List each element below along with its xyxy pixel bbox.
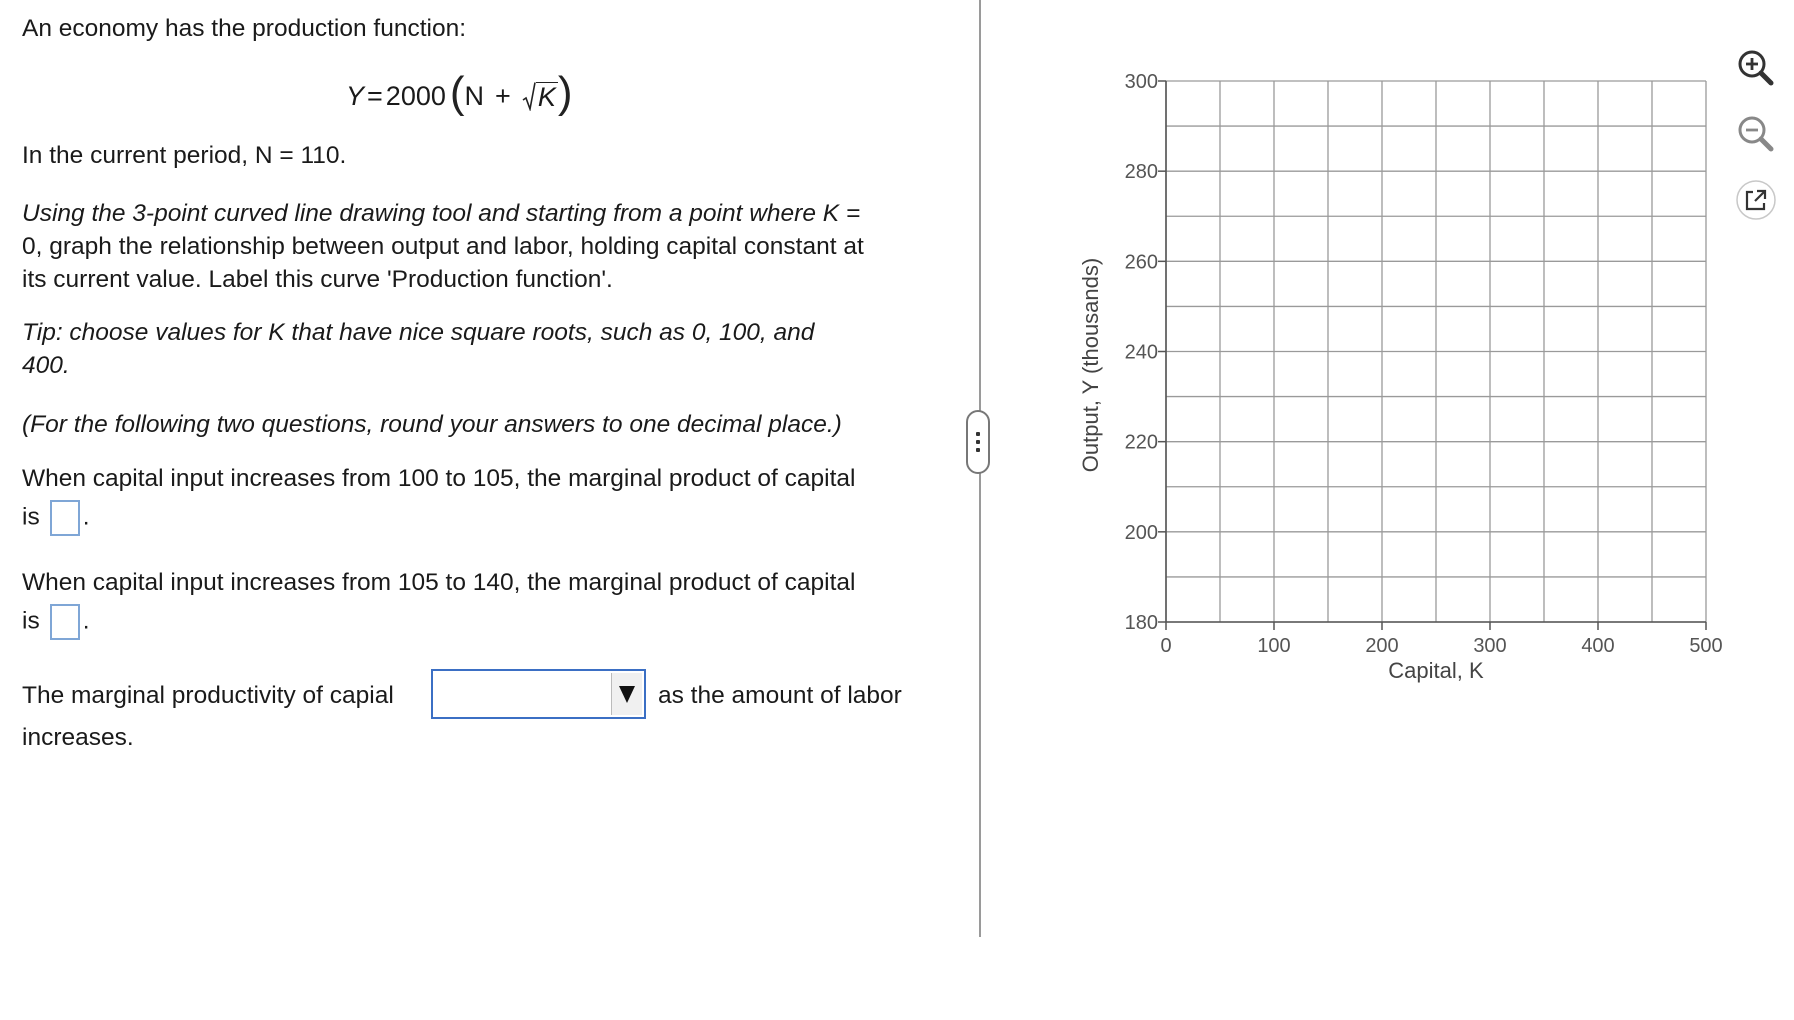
zoom-out-icon xyxy=(1734,112,1778,156)
tip-line-1: Tip: choose values for K that have nice square roots, such as 0, 100, and xyxy=(22,319,815,346)
formula-close-paren: ) xyxy=(557,68,573,117)
zoom-in-button[interactable] xyxy=(1734,46,1778,90)
y-tick-label: 260 xyxy=(1124,251,1158,274)
zoom-in-icon xyxy=(1734,46,1778,90)
q2-answer-line xyxy=(22,604,90,640)
q1-prefix: is xyxy=(22,503,40,531)
q2-prefix: is xyxy=(22,607,40,635)
formula-coefficient: 2000 xyxy=(385,80,446,111)
q1-answer-input[interactable] xyxy=(50,500,80,536)
rounding-note: (For the following two questions, round your answers to one decimal place.) xyxy=(22,411,842,438)
x-tick-label: 300 xyxy=(1473,635,1507,657)
q1-answer-line xyxy=(22,500,90,536)
graph-grid xyxy=(1166,81,1706,622)
formula-capital-var: K xyxy=(537,82,556,112)
popout-button[interactable] xyxy=(1734,178,1778,222)
x-tick-label: 100 xyxy=(1257,635,1291,657)
grip-dot xyxy=(976,448,980,452)
q3-text-line2: increases. xyxy=(22,724,134,751)
current-period-text: In the current period, N = 110. xyxy=(22,142,347,169)
y-tick-label: 300 xyxy=(1124,71,1158,93)
grip-dot xyxy=(976,432,980,436)
y-tick-label: 280 xyxy=(1124,161,1158,184)
formula-sqrt xyxy=(522,81,558,111)
formula-lhs: Y xyxy=(346,80,365,111)
q3-dropdown[interactable] xyxy=(431,669,646,719)
y-tick-label: 220 xyxy=(1124,431,1158,454)
formula-labor-var: N xyxy=(464,80,485,111)
pane-resize-handle[interactable] xyxy=(966,410,990,474)
q2-answer-input[interactable] xyxy=(50,604,80,640)
formula-open-paren: ( xyxy=(449,68,465,117)
q3-text-after: as the amount of labor xyxy=(658,682,902,709)
tip-line-2: 400. xyxy=(22,352,70,379)
grip-dot xyxy=(976,440,980,444)
y-tick-label: 240 xyxy=(1124,341,1158,364)
formula-plus: + xyxy=(495,80,511,111)
y-tick-label: 200 xyxy=(1124,521,1158,544)
production-function-formula xyxy=(346,70,572,122)
dropdown-arrow-button[interactable] xyxy=(611,673,642,715)
zoom-out-button[interactable] xyxy=(1734,112,1778,156)
x-tick-label: 0 xyxy=(1160,635,1172,657)
graph-ticks xyxy=(1125,71,1723,657)
q1-text: When capital input increases from 100 to 105, the marginal product of capital xyxy=(22,465,856,492)
q2-suffix: . xyxy=(82,607,90,635)
x-tick-label: 500 xyxy=(1689,635,1723,657)
instruction-line-1: Using the 3-point curved line drawing tool and starting from a point where K = xyxy=(22,200,861,227)
popout-icon xyxy=(1734,178,1778,222)
y-axis-label: Output, Y (thousands) xyxy=(1078,257,1103,473)
x-tick-label: 400 xyxy=(1581,635,1615,657)
q3-text-before: The marginal productivity of capial xyxy=(22,682,394,709)
q2-text: When capital input increases from 105 to 140, the marginal product of capital xyxy=(22,569,856,596)
x-tick-label: 200 xyxy=(1365,635,1399,657)
y-tick-label: 180 xyxy=(1124,612,1158,634)
formula-equals: = xyxy=(367,80,383,111)
x-axis-label: Capital, K xyxy=(1388,658,1484,683)
instruction-line-3: its current value. Label this curve 'Production function'. xyxy=(22,266,613,293)
q1-suffix: . xyxy=(82,503,90,531)
instruction-line-2: 0, graph the relationship between output and labor, holding capital constant at xyxy=(22,233,864,260)
graph-panel[interactable] xyxy=(1060,40,1760,760)
question-intro: An economy has the production function: xyxy=(22,15,467,42)
triangle-down-icon xyxy=(618,683,636,705)
sqrt-sign-icon xyxy=(522,81,536,111)
